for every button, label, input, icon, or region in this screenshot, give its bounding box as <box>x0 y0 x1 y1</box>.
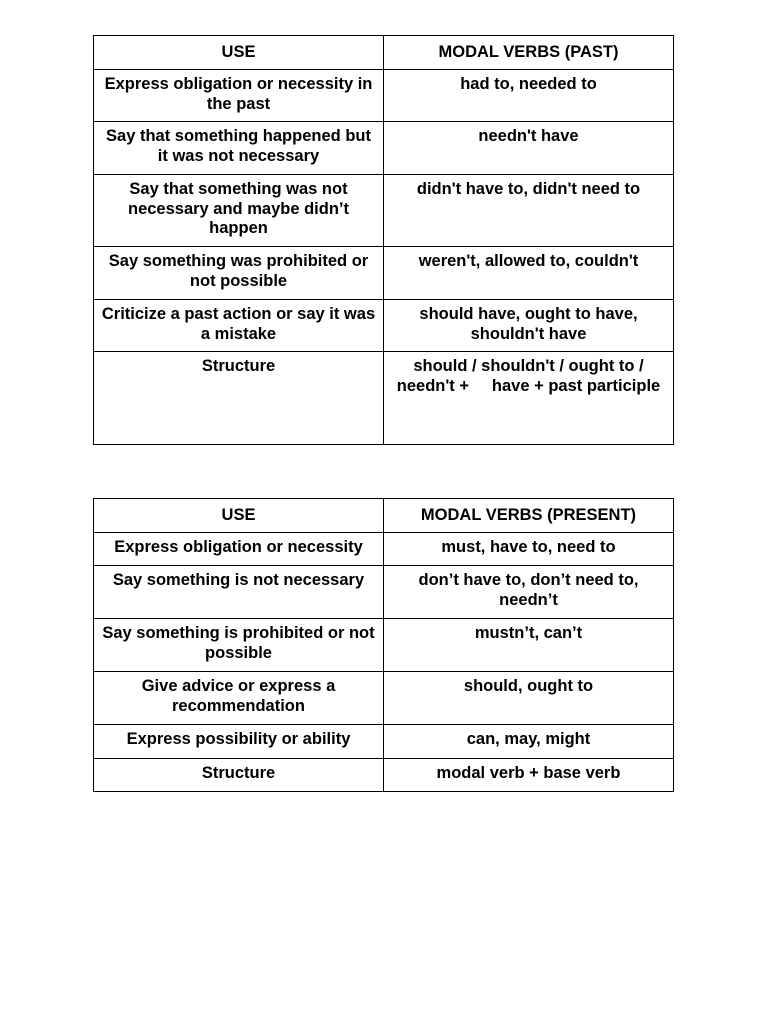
present-modal-verbs-table <box>93 498 674 792</box>
modal-verbs-cell: should have, ought to have, shouldn't have <box>384 300 674 352</box>
table-row <box>94 175 674 247</box>
use-cell: Structure <box>94 352 384 445</box>
table-row <box>94 352 674 445</box>
table-row <box>94 759 674 792</box>
table-row <box>94 725 674 759</box>
modal-verbs-cell: weren't, allowed to, couldn't <box>384 247 674 300</box>
use-cell: Say something is prohibited or not possible <box>94 619 384 672</box>
modal-verbs-cell: had to, needed to <box>384 70 674 122</box>
table-row <box>94 122 674 175</box>
modal-verbs-cell: didn't have to, didn't need to <box>384 175 674 247</box>
use-cell: Say that something was not necessary and maybe didn’t happen <box>94 175 384 247</box>
use-cell: Express obligation or necessity <box>94 533 384 566</box>
use-cell: Give advice or express a recommendation <box>94 672 384 725</box>
use-cell: Criticize a past action or say it was a mistake <box>94 300 384 352</box>
column-header-modal-verbs: MODAL VERBS (PRESENT) <box>384 499 674 533</box>
use-cell: Structure <box>94 759 384 792</box>
column-header-use: USE <box>94 499 384 533</box>
column-header-modal-verbs: MODAL VERBS (PAST) <box>384 36 674 70</box>
use-cell: Say something is not necessary <box>94 566 384 619</box>
table-row <box>94 672 674 725</box>
modal-verbs-cell: can, may, might <box>384 725 674 759</box>
table-row <box>94 619 674 672</box>
table-row <box>94 533 674 566</box>
use-cell: Express possibility or ability <box>94 725 384 759</box>
use-cell: Say something was prohibited or not possible <box>94 247 384 300</box>
table-row <box>94 70 674 122</box>
modal-verbs-cell: modal verb + base verb <box>384 759 674 792</box>
column-header-use: USE <box>94 36 384 70</box>
modal-verbs-cell: mustn’t, can’t <box>384 619 674 672</box>
modal-verbs-cell: needn't have <box>384 122 674 175</box>
modal-verbs-cell: don’t have to, don’t need to, needn’t <box>384 566 674 619</box>
table-header-row <box>94 36 674 70</box>
table-row <box>94 566 674 619</box>
modal-verbs-cell: should, ought to <box>384 672 674 725</box>
table-row <box>94 247 674 300</box>
past-modal-verbs-table <box>93 35 674 445</box>
use-cell: Say that something happened but it was not necessary <box>94 122 384 175</box>
use-cell: Express obligation or necessity in the past <box>94 70 384 122</box>
table-row <box>94 300 674 352</box>
modal-verbs-cell: must, have to, need to <box>384 533 674 566</box>
modal-verbs-cell: should / shouldn't / ought to / needn't + have + past participle <box>384 352 674 445</box>
table-header-row <box>94 499 674 533</box>
